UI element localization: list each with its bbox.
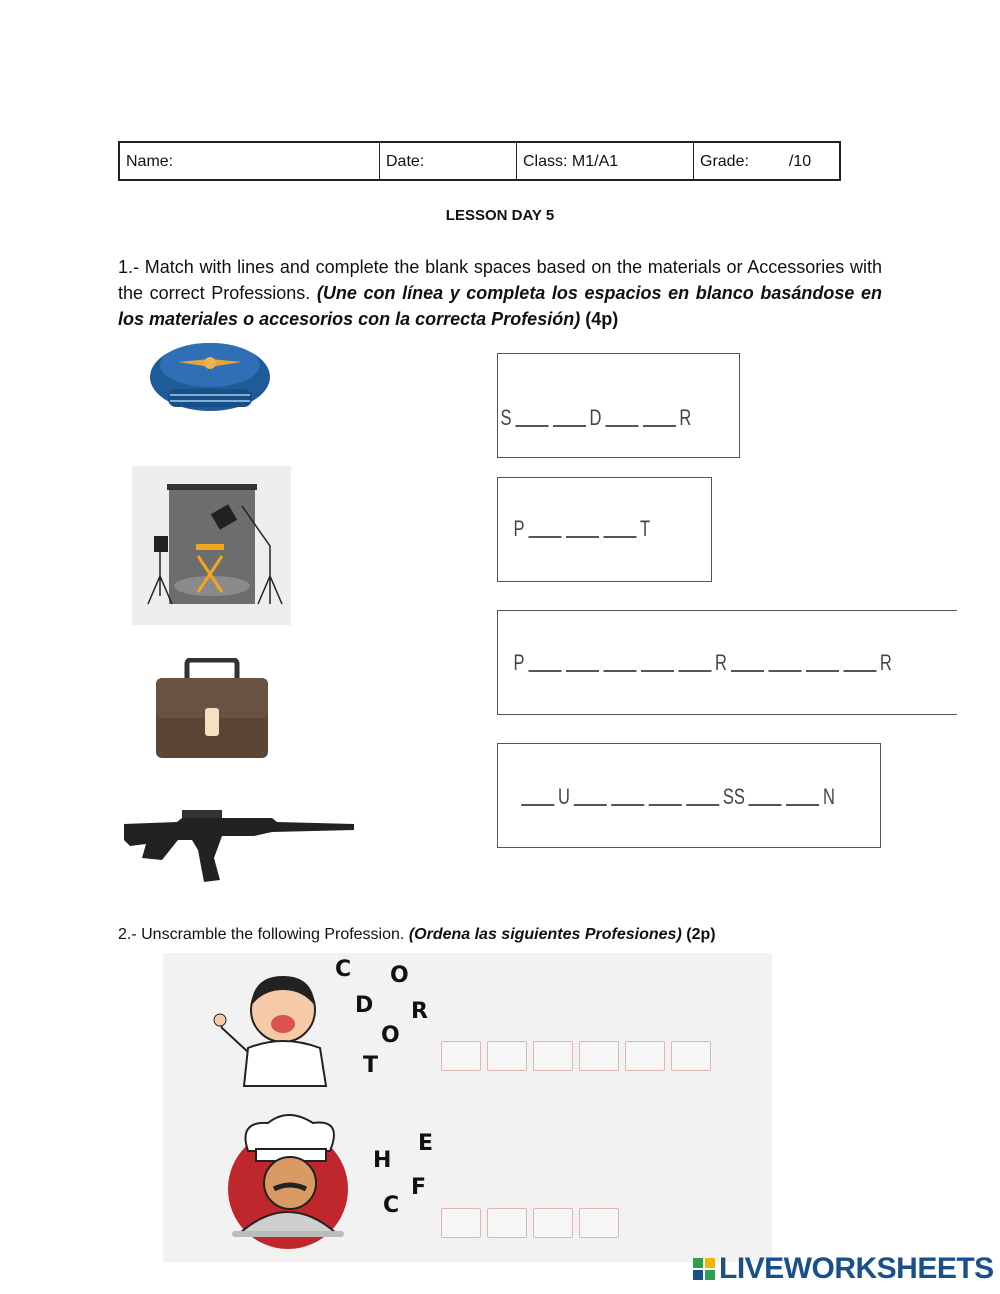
class-cell: Class: M1/A1	[517, 143, 694, 179]
letter-cell[interactable]	[625, 1041, 665, 1071]
scrambled-letter: H	[373, 1148, 392, 1173]
blank-line	[686, 804, 719, 806]
blank-line	[528, 536, 561, 538]
question-1-instructions	[118, 254, 882, 332]
student-info-table	[118, 141, 841, 181]
letter-cell[interactable]	[671, 1041, 711, 1071]
rifle-image[interactable]	[122, 806, 354, 884]
scrambled-letter: E	[418, 1131, 434, 1156]
page-title: LESSON DAY 5	[445, 207, 555, 224]
given-letter: S	[500, 405, 512, 430]
blank-line	[566, 670, 599, 672]
name-field[interactable]: Name:	[120, 143, 380, 179]
word-pattern-1	[499, 405, 693, 431]
given-letter: R	[879, 650, 892, 675]
pilot-hat-image[interactable]	[148, 337, 273, 412]
blank-line	[603, 670, 636, 672]
scrambled-letter: C	[335, 957, 352, 982]
scrambled-letter: T	[363, 1053, 379, 1078]
given-letter: N	[822, 784, 835, 809]
blank-line	[528, 670, 561, 672]
scrambled-letter: O	[381, 1023, 400, 1048]
blank-line	[553, 425, 586, 427]
blank-line	[731, 670, 764, 672]
given-letter: U	[558, 784, 570, 809]
grade-label: Grade:	[700, 153, 749, 170]
blank-line	[574, 804, 607, 806]
blank-line	[678, 670, 711, 672]
blank-line	[843, 670, 876, 672]
given-letter: P	[513, 650, 525, 675]
letter-cell[interactable]	[441, 1208, 481, 1238]
blank-line	[786, 804, 819, 806]
blank-line	[521, 804, 554, 806]
q1-translation: (Une con línea y completa los espacios en blanco basándose en los materiales o accesorios con la correcta Profesión)	[118, 283, 882, 329]
given-letter: T	[640, 516, 651, 541]
photo-studio-image[interactable]	[132, 466, 291, 625]
blank-line	[603, 536, 636, 538]
word-pattern-4	[519, 784, 836, 810]
blank-line	[611, 804, 644, 806]
word-pattern-3	[512, 650, 893, 676]
q1-points: (4p)	[585, 309, 619, 329]
scrambled-letter: F	[411, 1175, 427, 1200]
unscramble-panel	[163, 953, 772, 1262]
letter-cell[interactable]	[579, 1208, 619, 1238]
q2-text: 2.- Unscramble the following Profession.	[118, 926, 405, 943]
grade-cell	[694, 143, 839, 179]
q2-translation: (Ordena las siguientes Profesiones)	[408, 926, 682, 943]
blank-line	[749, 804, 782, 806]
word-pattern-2	[512, 516, 652, 542]
q2-points: (2p)	[686, 926, 716, 943]
answer-cells-doctor[interactable]	[441, 1041, 711, 1071]
given-letter: D	[589, 405, 602, 430]
answer-cells-chef[interactable]	[441, 1208, 619, 1238]
given-letter: R	[715, 650, 727, 675]
date-field[interactable]: Date:	[380, 143, 517, 179]
scrambled-letter: O	[390, 963, 409, 988]
given-letter: P	[513, 516, 525, 541]
logo-icon	[693, 1258, 715, 1280]
letter-cell[interactable]	[533, 1041, 573, 1071]
question-2-instructions	[118, 926, 716, 944]
doctor-image	[208, 968, 358, 1088]
blank-line	[768, 670, 801, 672]
blank-line	[515, 425, 548, 427]
logo-text: LIVEWORKSHEETS	[719, 1252, 994, 1285]
blank-line	[806, 670, 839, 672]
letter-cell[interactable]	[579, 1041, 619, 1071]
letter-cell[interactable]	[487, 1208, 527, 1238]
liveworksheets-logo[interactable]	[693, 1252, 994, 1286]
scrambled-letter: C	[383, 1193, 400, 1218]
q1-text: 1.- Match with lines and complete the blank spaces based on the materials or Accessories with the correct Professions.	[118, 257, 882, 303]
scrambled-letter: D	[355, 993, 374, 1018]
blank-line	[643, 425, 676, 427]
letter-cell[interactable]	[487, 1041, 527, 1071]
scrambled-letter: R	[411, 999, 428, 1024]
blank-line	[566, 536, 599, 538]
given-letter: R	[679, 405, 692, 430]
chef-image	[218, 1111, 378, 1251]
letter-cell[interactable]	[441, 1041, 481, 1071]
letter-cell[interactable]	[533, 1208, 573, 1238]
blank-line	[605, 425, 638, 427]
given-letter: SS	[722, 784, 745, 809]
blank-line	[649, 804, 682, 806]
grade-total: /10	[788, 153, 812, 170]
blank-line	[641, 670, 674, 672]
briefcase-image[interactable]	[155, 658, 269, 760]
